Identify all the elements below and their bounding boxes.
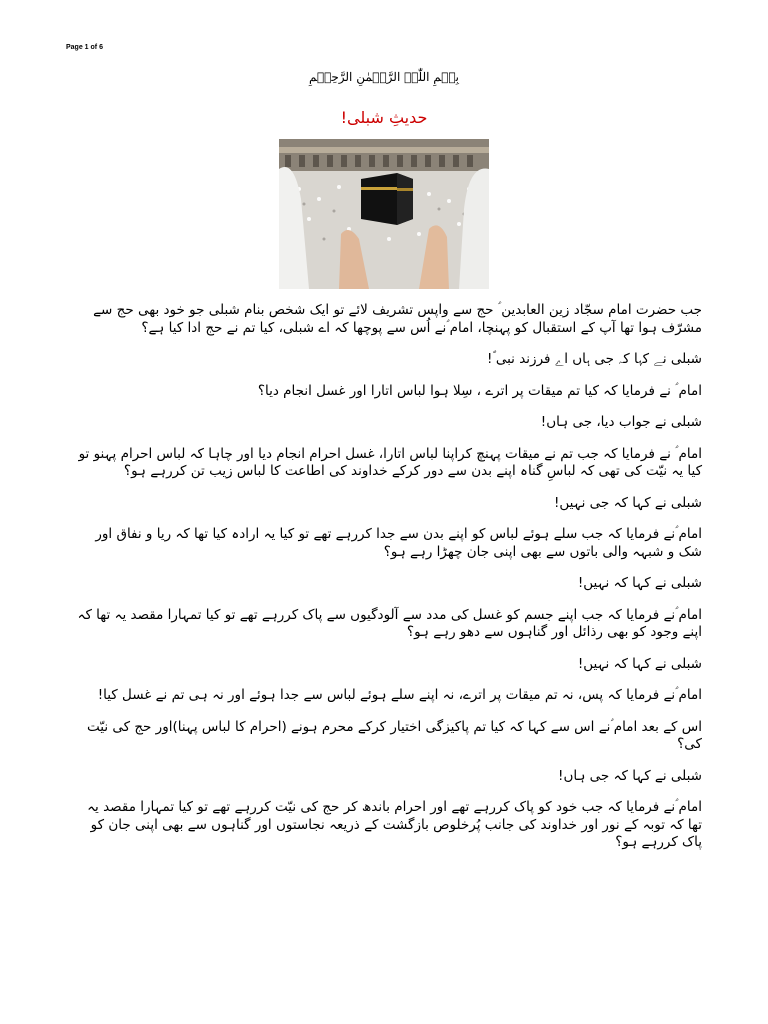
kaaba-photo [279, 139, 489, 289]
paragraph: شبلی نے کہا کہ جی ہاں اے فرزند نبی ؐ! [487, 351, 702, 367]
document-title: حدیثِ شبلی! [340, 108, 428, 127]
paragraph: امام ؑنے فرمایا کہ جب اپنے جسم کو غسل کی مدد سے آلودگیوں سے پاک کررہے تھے تو کیا تمہارا مقصد یہ تھا کہ اپنے وجود کو بھی رذائل اور گناہوں سے دھو رہے ہو؟ [77, 606, 702, 640]
paragraph: شبلی نے کہا کہ نہیں! [577, 655, 702, 672]
paragraph: شبلی نے کہا کہ نہیں! [577, 575, 702, 591]
paragraph: شبلی نے کہا کہ جی نہیں! [553, 494, 702, 511]
paragraph: جب حضرت امام سجّاد زین العابدین ؑ حج سے واپس تشریف لائے تو ایک شخص بنام شبلی جو خود بھی حج سے مشرّف ہوا تھا آپ کے استقبال کو پہنچا، امام ؑنے اُس سے پوچھا کہ اے شبلی، کیا تم نے حج ادا کیا ہے؟ [93, 302, 702, 336]
paragraph: امام ؑنے فرمایا کہ پس، نہ تم میقات پر اترے، نہ اپنے سلے ہوئے لباس سے جدا ہوئے اور نہ ہی تم نے غسل کیا! [97, 687, 702, 703]
page-number: Page 1 of 6 [66, 44, 103, 51]
paragraph: امام ؑنے فرمایا کہ جب سلے ہوئے لباس کو اپنے بدن سے جدا کررہے تھے تو کیا یہ ارادہ کیا تھا کہ ریا و نفاق اور شک و شبہہ والی باتوں سے بھی اپنی جان چھڑا رہے ہو؟ [95, 526, 702, 560]
paragraph: شبلی نے جواب دیا، جی ہاں! [540, 414, 702, 430]
paragraph: امام ؑ نے فرمایا کہ جب تم نے میقات پہنچ کراپنا لباس اتارا، غسل احرام انجام دیا اور چاہا کہ لباس احرام پہنو تو کیا یہ نیّت کی تھی کہ لباسِ گناہ اپنے بدن سے دور کرکے خداوند کی اطاعت کا لباس زیب تن کررہے ہو؟ [78, 445, 702, 479]
paragraph: اس کے بعد امام ؑنے اس سے کہا کہ کیا تم پاکیزگی اختیار کرکے محرم ہونے (احرام کا لباس پہنا)اور حج کی نیّت کی؟ [86, 718, 702, 752]
document-body [70, 302, 702, 866]
bismillah-heading: بِسۡمِ اللّٰہِ الرَّحۡمٰنِ الرَّحِیۡمِ [308, 70, 460, 84]
paragraph: امام ؑ نے فرمایا کہ کیا تم میقات پر اترے ، سِلا ہوا لباس اتارا اور غسل انجام دیا؟ [257, 382, 702, 399]
paragraph: شبلی نے کہا کہ جی ہاں! [558, 767, 702, 784]
paragraph: امام ؑنے فرمایا کہ جب خود کو پاک کررہے تھے اور احرام باندھ کر حج کی نیّت کررہے تھے تو کیا تمہارا مقصد یہ تھا کہ توبہ کے نور اور خداوند کی جانب پُرخلوص بازگشت کے ذریعہ نجاستوں اور گناہوں سے بھی اپنی جان کو پاک کررہے ہو؟ [87, 799, 702, 850]
